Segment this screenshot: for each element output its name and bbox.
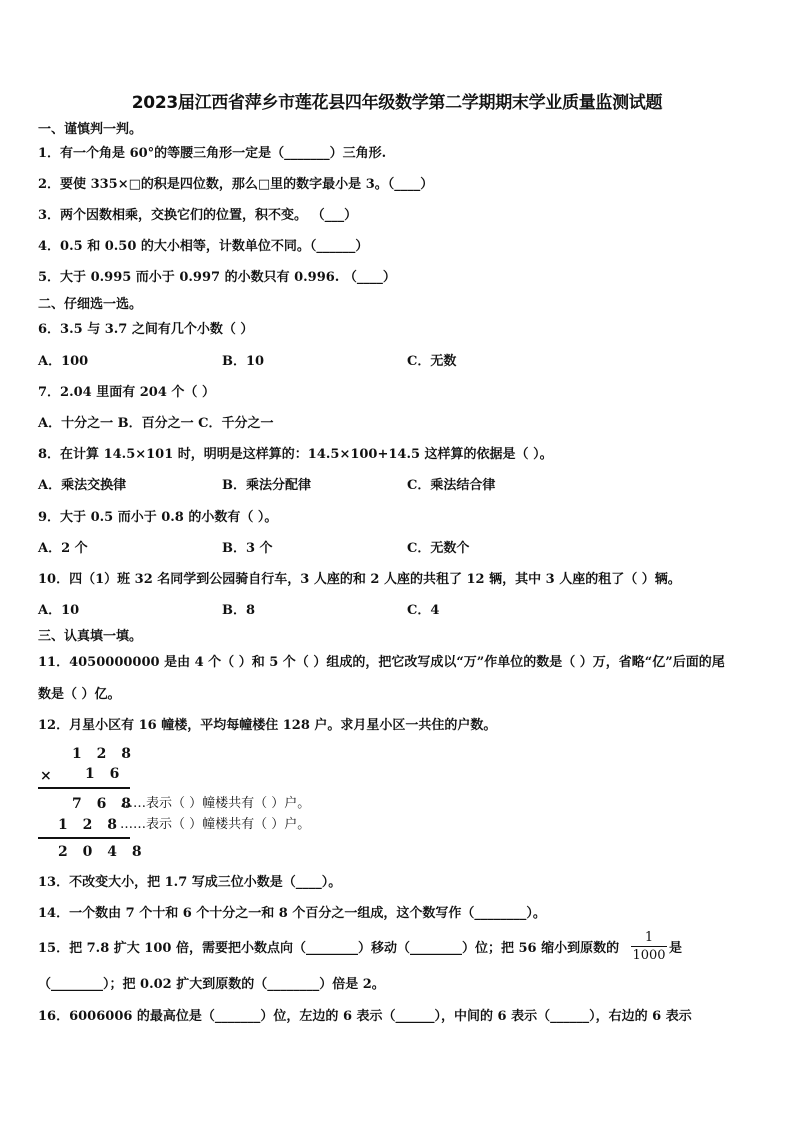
q9-option-b: B．3 个: [222, 541, 273, 556]
question-4: 4．0.5 和 0.50 的大小相等，计数单位不同。（______）: [38, 239, 369, 254]
question-7: 7．2.04 里面有 204 个（ ）: [38, 385, 215, 400]
q6-option-c: C．无数: [407, 354, 457, 369]
question-16: 16．6006006 的最高位是（_______）位，左边的 6 表示（______），中间的 6 表示（______），右边的 6 表示: [38, 1009, 692, 1024]
question-3: 3．两个因数相乘，交换它们的位置，积不变。 （___）: [38, 208, 358, 223]
page-title: 2023届江西省萍乡市莲花县四年级数学第二学期期末学业质量监测试题: [131, 93, 663, 113]
q9-option-a: A．2 个: [38, 541, 88, 556]
question-15-line-2: （________）；把 0.02 扩大到原数的（________）倍是 2。: [38, 977, 385, 992]
q6-option-b: B．10: [222, 354, 265, 369]
question-10: 10．四（1）班 32 名同学到公园骑自行车，3 人座的和 2 人座的共租了 12 辆，其中 3 人座的租了（ ）辆。: [38, 572, 681, 587]
q15-fraction-numerator: 1: [644, 930, 654, 945]
question-2: 2．要使 335×□的积是四位数，那么□里的数字最小是 3。（____）: [38, 177, 434, 192]
q8-option-c: C．乘法结合律: [407, 478, 496, 493]
q8-option-a: A．乘法交换律: [38, 478, 127, 493]
calc-divider-line-2: [38, 837, 130, 839]
calc-partial-product-1: 7 6 8: [72, 796, 136, 812]
question-13: 13．不改变大小，把 1.7 写成三位小数是（____）。: [38, 875, 342, 890]
section-heading-3: 三、认真填一填。: [38, 629, 143, 644]
question-11-line-1: 11．4050000000 是由 4 个（ ）和 5 个（ ）组成的，把它改写成以“万”作单位的数是（ ）万，省略“亿”后面的尾: [38, 655, 725, 670]
question-1: 1．有一个角是 60°的等腰三角形一定是（_______）三角形.: [38, 146, 387, 161]
section-heading-2: 二、仔细选一选。: [38, 297, 143, 312]
question-8: 8．在计算 14.5×101 时，明明是这样算的：14.5×100+14.5 这样算的依据是（ ）。: [38, 447, 553, 462]
calc-multiplier: 1 6: [85, 766, 125, 782]
question-15-line-1: 15．把 7.8 扩大 100 倍，需要把小数点向（________）移动（________）位；把 56 缩小到原数的: [38, 941, 620, 956]
question-12: 12．月星小区有 16 幢楼，平均每幢楼住 128 户。求月星小区一共住的户数。: [38, 718, 497, 733]
question-11-line-2: 数是（ ）亿。: [38, 687, 121, 702]
q10-option-a: A．10: [38, 603, 80, 618]
calc-multiplicand: 1 2 8: [72, 746, 136, 762]
question-14: 14．一个数由 7 个十和 6 个十分之一和 8 个百分之一组成，这个数写作（________）。: [38, 906, 546, 921]
calc-times-sign: ×: [40, 768, 52, 784]
q6-option-a: A．100: [38, 354, 89, 369]
question-9: 9．大于 0.5 而小于 0.8 的小数有（ ）。: [38, 510, 278, 525]
calc-divider-line-1: [38, 787, 130, 789]
q15-fraction-bar: [631, 946, 667, 947]
calc-note-1: ……表示（ ）幢楼共有（ ）户。: [120, 796, 311, 811]
calc-note-2: ……表示（ ）幢楼共有（ ）户。: [120, 817, 311, 832]
q10-option-c: C．4: [407, 603, 440, 618]
q9-option-c: C．无数个: [407, 541, 470, 556]
q7-options: A．十分之一 B．百分之一 C．千分之一: [38, 416, 274, 431]
section-heading-1: 一、谨慎判一判。: [38, 122, 143, 137]
q15-fraction-denominator: 1000: [632, 948, 666, 963]
calc-product: 2 0 4 8: [58, 844, 147, 860]
q8-option-b: B．乘法分配律: [222, 478, 311, 493]
question-15-line-1-end: 是: [669, 941, 683, 956]
q15-fraction: [631, 930, 667, 963]
question-6: 6．3.5 与 3.7 之间有几个小数（ ）: [38, 322, 254, 337]
question-5: 5．大于 0.995 而小于 0.997 的小数只有 0.996. （____）: [38, 270, 396, 285]
q10-option-b: B．8: [222, 603, 256, 618]
calc-partial-product-2: 1 2 8: [58, 817, 122, 833]
